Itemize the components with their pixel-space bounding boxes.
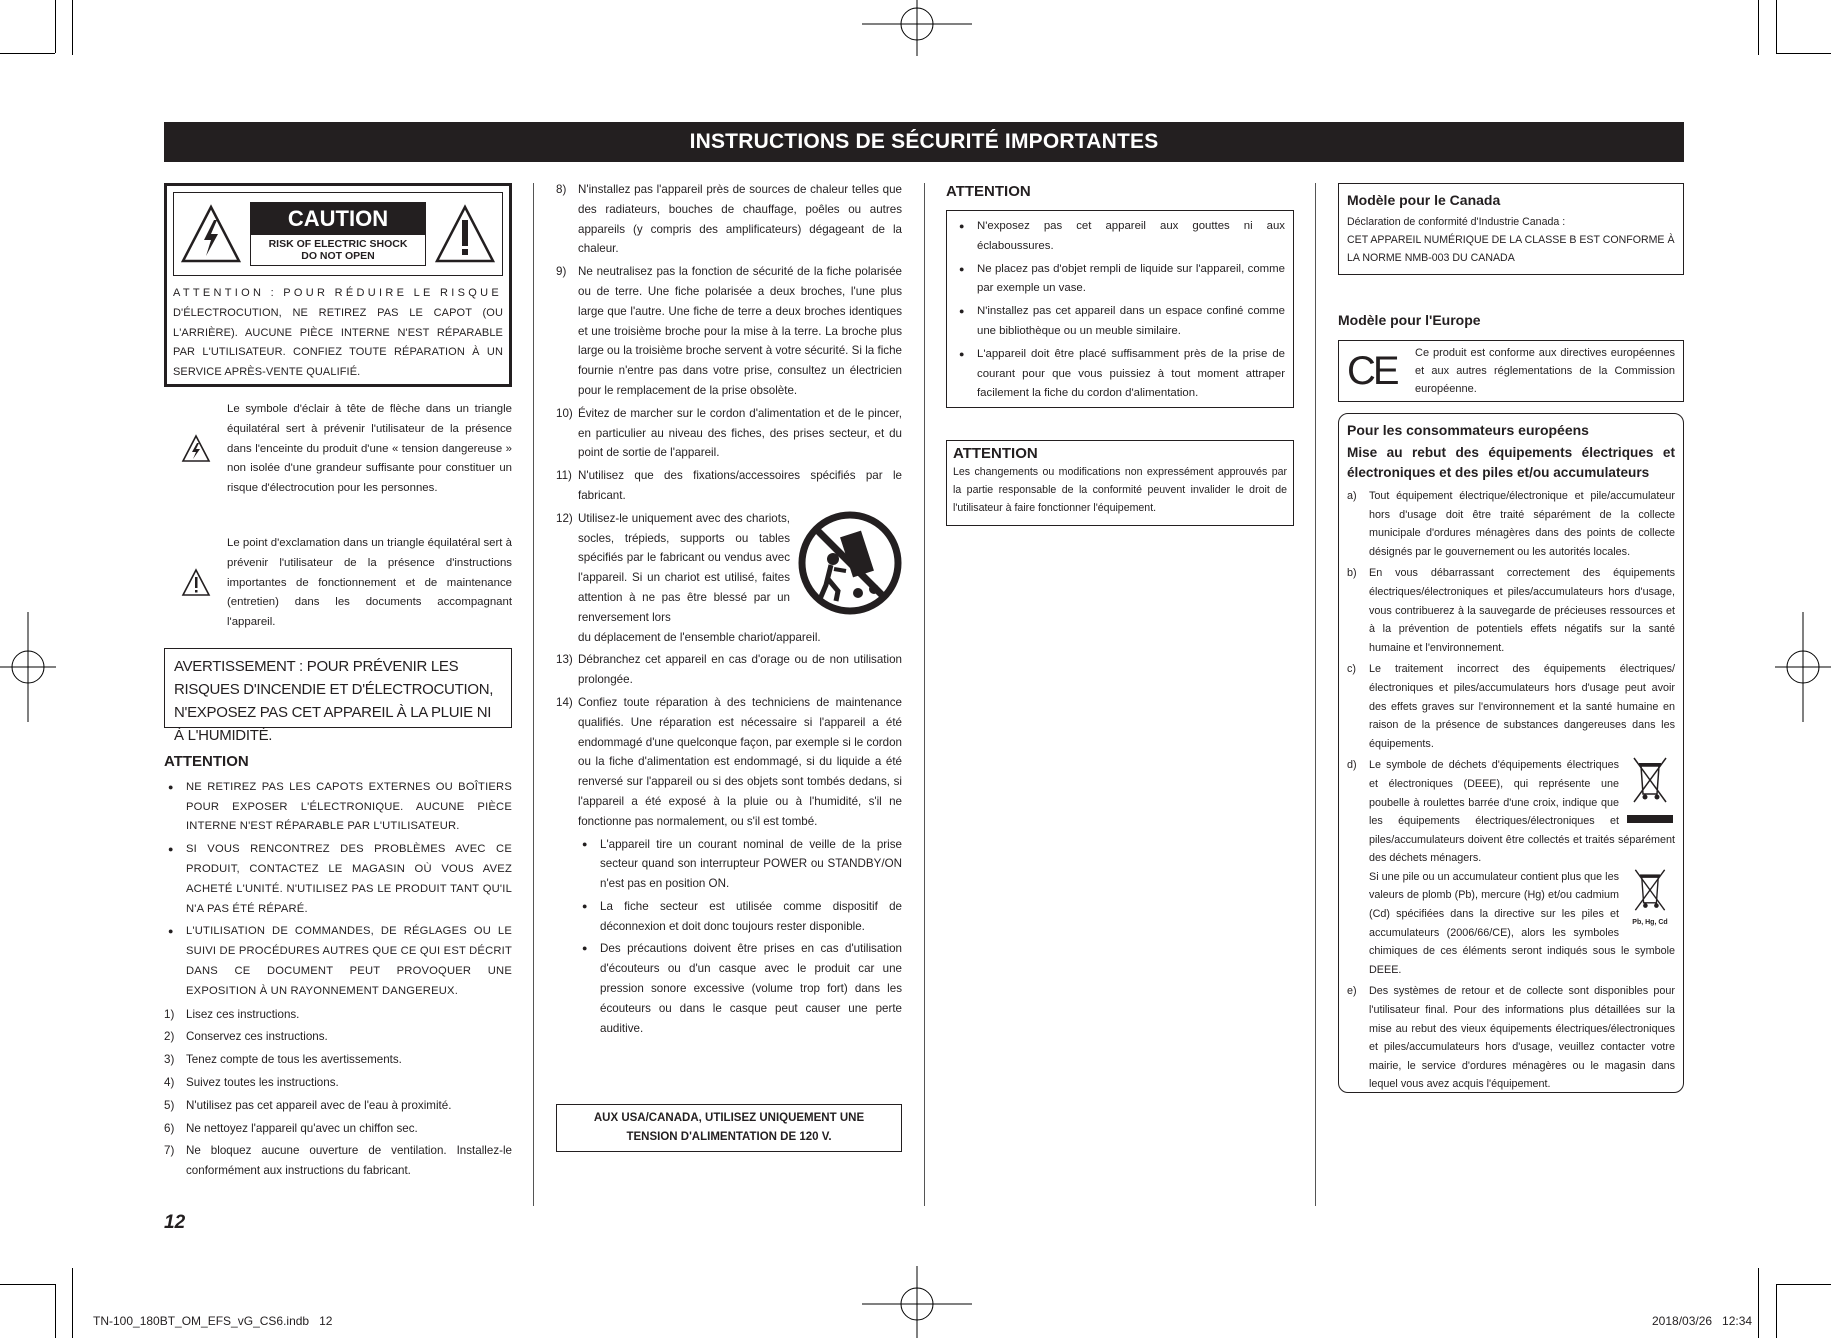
canada-title: Modèle pour le Canada (1347, 192, 1501, 208)
item-number: 6) (164, 1121, 175, 1135)
registration-mark (1775, 612, 1831, 722)
item-number: 3) (164, 1053, 175, 1067)
item-number: 1) (164, 1007, 175, 1021)
list-item: ● SI VOUS RENCONTREZ DES PROBLÈMES AVEC CE PRODUIT, CONTACTEZ LE MAGASIN OÙ VOUS AVEZ ACHETÉ L'UNITÉ. N'UTILISEZ PAS LE PRODUIT TANT QU'IL N'A PAS ÉTÉ RÉPARÉ. (164, 840, 512, 919)
lightning-symbol-text: Le symbole d'éclair à tête de flèche dans un triangle équilatéral sert à prévenir l'utilisateur de la présence dans l'enceinte du produit d'une « tension dangereuse » non isolée d'une grandeur suffisante pour constituer un risque d'électrocution pour les personnes. (227, 403, 512, 495)
item-text: Ne nettoyez l'appareil qu'avec un chiffon sec. (186, 1121, 418, 1135)
crop-mark (1758, 0, 1759, 55)
list-item (164, 1096, 512, 1116)
list-item: ● NE RETIREZ PAS LES CAPOTS EXTERNES OU BOÎTIERS POUR EXPOSER L'ÉLECTRONIQUE. AUCUNE PIÈCE INTERNE N'EST RÉPARABLE PAR L'UTILISATEUR. (164, 778, 512, 837)
list-item (556, 404, 902, 463)
crop-mark (1776, 0, 1777, 53)
column-divider (533, 183, 534, 1206)
canada-declaration: Déclaration de conformité d'Industrie Canada : (1347, 216, 1566, 228)
weee-icon-group (1625, 756, 1675, 823)
caution-text-line: ATTENTION : POUR RÉDUIRE LE RISQUE (173, 287, 502, 299)
caution-subtitle-line: DO NOT OPEN (301, 250, 375, 262)
attention-heading: ATTENTION (164, 753, 249, 770)
power-bullets (556, 835, 902, 1039)
item-number: d) (1347, 759, 1357, 772)
item-text: Ne neutralisez pas la fonction de sécurité de la fiche polarisée ou de terre. Une fiche polarisée a deux broches, l'une plus large que l'autre. Une fiche de terre a deux broches identiques et une troisième broche pour la mise à la terre. La broche plus large ou la troisième broche servent à votre sécurité. Si la fiche fournie n'entre pas dans votre prise, consultez un électricien pour le remplacement de la prise obsolète. (578, 265, 902, 397)
cart-tip-over-warning-icon (798, 509, 902, 617)
list-item (164, 1141, 512, 1181)
list-item (164, 1005, 512, 1025)
list-item (556, 466, 902, 506)
list-item: ● L'appareil tire un courant nominal de veille de la prise secteur quand son interrupteur POWER ou STANDBY/ON n'est pas en position ON. (578, 835, 902, 894)
list-item: ● L'appareil doit être placé suffisamment près de la prise de courant pour que vous puissiez à tout moment attraper facilement la fiche du cordon d'alimentation. (955, 345, 1285, 404)
ce-conformity-box (1338, 340, 1684, 402)
list-item: ● L'UTILISATION DE COMMANDES, DE RÉGLAGES OU LE SUIVI DE PROCÉDURES AUTRES QUE CE QUI EST DÉCRIT DANS CE DOCUMENT PEUT PROVOQUER UNE EXPOSITION À UN RAYONNEMENT DANGEREUX. (164, 922, 512, 1001)
crop-mark (0, 1284, 55, 1285)
item-number: 2) (164, 1030, 175, 1044)
exclamation-symbol-explanation (164, 534, 512, 633)
caution-center-panel (250, 202, 426, 266)
item-text-continued: du déplacement de l'ensemble chariot/appareil. (578, 630, 821, 644)
exclamation-symbol-text: Le point d'exclamation dans un triangle équilatéral sert à prévenir l'utilisateur de la présence d'instructions importantes de fonctionnement et de maintenance (entretien) dans les documents accompagnant l'appareil. (227, 537, 512, 629)
registration-mark (0, 612, 56, 722)
item-text: N'utilisez pas cet appareil avec de l'eau à proximité. (186, 1098, 452, 1112)
list-item (556, 693, 902, 832)
caution-title: CAUTION (251, 203, 425, 235)
caution-subtitle (251, 235, 425, 265)
list-item: ● N'exposez pas cet appareil aux gouttes ni aux éclaboussures. (955, 217, 1285, 257)
crop-mark (72, 0, 73, 55)
disposal-list (1347, 487, 1675, 1094)
registration-mark (862, 1266, 972, 1338)
ce-mark: CE (1347, 348, 1397, 393)
caution-header (173, 192, 503, 276)
list-item (1347, 982, 1675, 1094)
footer-date: 2018/03/26 12:34 (1652, 1314, 1753, 1328)
item-text: Débranchez cet appareil en cas d'orage ou de non utilisation prolongée. (578, 653, 902, 687)
item-text: Conservez ces instructions. (186, 1030, 328, 1044)
crop-mark (1776, 1284, 1777, 1338)
registration-mark (862, 0, 972, 56)
consumers-title: Pour les consommateurs européens (1347, 422, 1589, 438)
item-text: Tenez compte de tous les avertissements. (186, 1053, 402, 1067)
item-number: 11) (556, 469, 572, 483)
battery-paragraph (1369, 868, 1675, 980)
attention-bullets (164, 778, 512, 1002)
icon-cell (164, 534, 227, 633)
list-item (164, 1027, 512, 1047)
column-3 (946, 182, 1294, 202)
list-item: ● Ne placez pas d'objet rempli de liquide sur l'appareil, comme par exemple un vase. (955, 260, 1285, 300)
list-item (1347, 487, 1675, 561)
item-text: Lisez ces instructions. (186, 1007, 300, 1021)
page-title: INSTRUCTIONS DE SÉCURITÉ IMPORTANTES (164, 122, 1684, 162)
item-text: Des systèmes de retour et de collecte sont disponibles pour l'utilisateur final. Pour des informations plus détaillées sur la mise au rebut des vieux équipements électriques/électroniques et piles/accumulateurs hors d'usage, veuillez contacter votre mairie, le service d'ordures ménagères ou le magasin dans lequel vous avez acquis l'équipement. (1369, 985, 1675, 1091)
item-number: 5) (164, 1098, 175, 1112)
battery-icon-group (1625, 868, 1675, 929)
caution-label (164, 183, 512, 387)
list-item (556, 509, 902, 648)
list-item (556, 650, 902, 690)
item-text: Suivez toutes les instructions. (186, 1075, 339, 1089)
crop-mark (55, 0, 56, 53)
exclamation-triangle-icon (181, 568, 211, 598)
list-item (1347, 660, 1675, 753)
attention-bullets (955, 217, 1285, 404)
attention-heading: ATTENTION (953, 445, 1038, 462)
crop-mark (72, 1268, 73, 1338)
caution-text-body: D'ÉLECTROCUTION, NE RETIREZ PAS LE CAPOT (OU L'ARRIÈRE). AUCUNE PIÈCE INTERNE N'EST RÉPARABLE PAR L'UTILISATEUR. CONFIEZ TOUTE RÉPARATION À UN SERVICE APRÈS-VENTE QUALIFIÉ. (173, 306, 503, 379)
voltage-notice (556, 1104, 902, 1152)
lightning-symbol-explanation (164, 400, 512, 499)
attention-text: Les changements ou modifications non expressément approuvés par la partie responsable de la conformité peuvent invalider le droit de l'utilisateur à faire fonctionner l'équipement. (953, 466, 1287, 514)
list-item (164, 1119, 512, 1139)
crop-mark (0, 53, 55, 54)
crop-mark (1758, 1268, 1759, 1338)
column-1-attention (164, 752, 512, 1181)
chemical-symbols-label: Pb, Hg, Cd (1632, 919, 1668, 927)
crossed-bin-icon (1632, 756, 1668, 804)
attention-heading: ATTENTION (946, 183, 1031, 200)
item-number: 12) (556, 511, 573, 525)
weee-bar (1627, 815, 1673, 823)
item-text: Évitez de marcher sur le cordon d'alimentation et de le pincer, en particulier au niveau des fiches, des prises secteur, et du point de sortie de l'appareil. (578, 406, 902, 460)
item-number: 9) (556, 265, 567, 279)
list-item (1347, 756, 1675, 979)
item-number: e) (1347, 985, 1357, 998)
item-number: a) (1347, 490, 1357, 502)
list-item (556, 180, 902, 259)
footer-filename: TN-100_180BT_OM_EFS_vG_CS6.indb 12 (93, 1314, 333, 1328)
item-number: b) (1347, 567, 1357, 580)
item-text: Tout équipement électrique/électronique et pile/accumulateur hors d'usage doit être traité séparément de la collecte municipale d'ordures ménagères dans des points de collecte désignés par le gouvernement ou les autorités locales. (1369, 490, 1675, 558)
item-text: Utilisez-le uniquement avec des chariots, socles, trépieds, supports ou tables spécifiés par le fabricant ou vendus avec l'appareil. Si un chariot est utilisé, faites attention à ne pas être blessé par un renversement lors (578, 511, 790, 624)
item-text: N'installez pas l'appareil près de sources de chaleur telles que des radiateurs, bouches de chauffage, poêles ou autres appareils (y compris des amplificateurs) dégageant de la chaleur. (578, 183, 902, 256)
item-number: 13) (556, 653, 573, 667)
column-divider (1315, 183, 1316, 1206)
crop-mark (55, 1284, 56, 1338)
exclamation-warning-icon (434, 204, 496, 264)
column-2 (556, 180, 902, 1038)
item-text: N'utilisez que des fixations/accessoires spécifiés par le fabricant. (578, 469, 902, 502)
item-text: Confiez toute réparation à des techniciens de maintenance qualifiés. Une réparation est nécessaire si l'appareil a été endommagé d'une quelconque façon, par exemple si le cordon ou la fiche d'alimentation est endommagé, si du liquide a été renversé sur l'appareil ou si des objets sont tombés dedans, si l'appareil a été exposé à la pluie ou à l'humidité, s'il ne fonctionne pas normalement, ou s'il est tombé. (578, 695, 902, 828)
list-item (164, 1050, 512, 1070)
item-text: Le traitement incorrect des équipements électriques/électroniques et piles/accumulateurs hors d'usage peut avoir des effets graves sur l'environnement et la santé humaine en raison de la présence de substances dangereuses dans les équipements. (1369, 663, 1675, 750)
crop-mark (1776, 53, 1831, 54)
crossed-bin-icon (1632, 868, 1668, 912)
item-number: 8) (556, 183, 567, 196)
item-number: 7) (164, 1144, 175, 1158)
column-divider (924, 183, 925, 1206)
attention-box-liquids (946, 210, 1294, 408)
canada-model-box (1338, 183, 1684, 275)
voltage-notice-line: TENSION D'ALIMENTATION DE 120 V. (626, 1131, 832, 1143)
list-item (556, 262, 902, 401)
page-number: 12 (164, 1212, 186, 1233)
item-number: 4) (164, 1075, 175, 1089)
list-item: ● La fiche secteur est utilisée comme dispositif de déconnexion et doit donc toujours rester disponible. (578, 897, 902, 937)
safety-instruction-list (164, 1005, 512, 1181)
caution-text (173, 284, 503, 383)
item-text: Si une pile ou un accumulateur contient plus que les valeurs de plomb (Pb), mercure (Hg) et/ou cadmium (Cd) spécifiées dans la directive sur les piles et accumulateurs (2006/66/CE), alors les symboles chimiques de ces éléments seront indiqués sous le symbole DEEE. (1369, 870, 1675, 976)
item-text: Le symbole de déchets d'équipements électriques et électroniques (DEEE), qui représente une poubelle à roulettes barrée d'une croix, indique que les équipements électriques/électroniques et piles/accumulateurs doivent être collectés et traités séparément des déchets ménagers. (1369, 759, 1675, 865)
lightning-triangle-icon (181, 434, 211, 464)
europe-title: Modèle pour l'Europe (1338, 312, 1481, 328)
attention-box-modifications (946, 440, 1294, 526)
list-item: ● N'installez pas cet appareil dans un espace confiné comme une bibliothèque ou un meuble similaire. (955, 302, 1285, 342)
caution-subtitle-line: RISK OF ELECTRIC SHOCK (268, 238, 408, 250)
item-number: c) (1347, 663, 1356, 676)
icon-cell (164, 400, 227, 499)
list-item (164, 1073, 512, 1093)
european-consumers-box (1338, 413, 1684, 1093)
voltage-notice-line: AUX USA/CANADA, UTILISEZ UNIQUEMENT UNE (593, 1112, 865, 1124)
disposal-title: Mise au rebut des équipements électriques et électroniques et des piles et/ou accumulateurs (1347, 445, 1675, 480)
lightning-warning-icon (180, 204, 242, 264)
fire-shock-warning: AVERTISSEMENT : POUR PRÉVENIR LES RISQUES D'INCENDIE ET D'ÉLECTROCUTION, N'EXPOSEZ PAS CET APPAREIL À LA PLUIE NI À L'HUMIDITÉ. (164, 648, 512, 728)
item-text: En vous débarrassant correctement des équipements électriques/électroniques et piles/accumulateurs hors d'usage, vous contribuerez à la sauvegarde de précieuses ressources et à la prévention de potentiels effets négatifs sur la santé humaine et l'environnement. (1369, 567, 1675, 654)
canada-conformity: CET APPAREIL NUMÉRIQUE DE LA CLASSE B EST CONFORME À LA NORME NMB-003 DU CANADA (1347, 234, 1675, 264)
item-number: 10) (556, 406, 573, 420)
crop-mark (1776, 1284, 1831, 1285)
safety-instruction-list (556, 180, 902, 832)
item-text: Ne bloquez aucune ouverture de ventilation. Installez-le conformément aux instructions du fabricant. (186, 1144, 512, 1178)
item-number: 14) (556, 695, 573, 709)
list-item (1347, 564, 1675, 657)
list-item: ● Des précautions doivent être prises en cas d'utilisation d'écouteurs ou d'un casque avec le produit car une pression sonore excessive (volume trop fort) dans les écouteurs ou dans le casque peut causer une perte auditive. (578, 939, 902, 1038)
ce-text: Ce produit est conforme aux directives européennes et aux autres réglementations de la Commission européenne. (1415, 347, 1675, 395)
